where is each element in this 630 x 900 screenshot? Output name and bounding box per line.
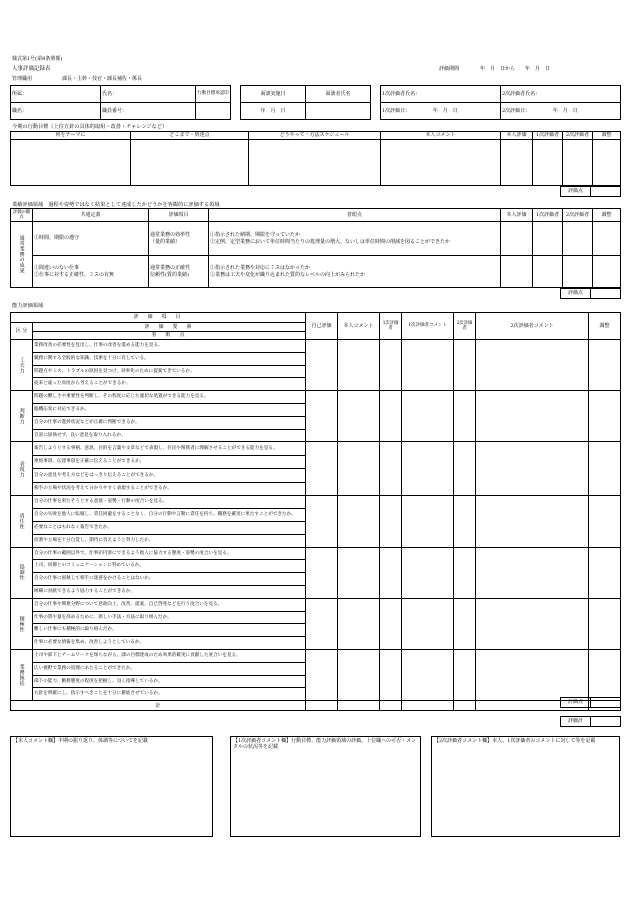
ability-adjust-field[interactable] <box>589 649 621 700</box>
perf-rater2-score[interactable] <box>563 222 593 256</box>
interview-table <box>240 85 371 120</box>
ability-focus-item: 自分の仕事に固執して相手に迷惑をかけることはないか。 <box>33 573 306 586</box>
perf-self-score[interactable] <box>501 256 533 288</box>
perf-category: 通常業務の成果 <box>11 222 33 288</box>
ability-rater1-score-field[interactable] <box>380 340 402 391</box>
perf-focus: ①指示された業務や対応にミスはなかったか ②業務は工夫や変化が織り込まれた質的なレベルの向上がみられたか <box>209 256 501 288</box>
ability-self-comment-field[interactable] <box>338 391 380 442</box>
perf-self-score[interactable] <box>501 222 533 256</box>
page-title: 人事評価記録表 <box>12 66 51 72</box>
rater-table <box>380 85 621 120</box>
perf-item: 通常業務の正確性 信頼性(質的業績) <box>149 256 209 288</box>
goal-approval-stamp: 行動目標承認印 <box>196 86 231 103</box>
employee-number-field[interactable]: 職員番号： <box>101 103 196 120</box>
perf-rater2-score[interactable] <box>563 256 593 288</box>
ability-rater2-comment-field[interactable] <box>476 391 589 442</box>
ability-focus-item: 問題点やミス、トラブルの原因を見つけ、効率化のために提案できているか。 <box>33 365 306 378</box>
ability-self-comment-field[interactable] <box>338 340 380 391</box>
ability-rater2-comment-field[interactable] <box>476 442 589 496</box>
ability-focus-item: 従来と違った角度から考えることができるか。 <box>33 378 306 391</box>
ability-self-score-field[interactable] <box>306 496 338 547</box>
ability-score-field[interactable] <box>591 698 621 708</box>
ability-row <box>11 547 621 560</box>
ability-rater2-comment-field[interactable] <box>476 598 589 649</box>
ability-focus-item: 方針を明確にし、指示すべきことを十分に徹底させているか。 <box>33 688 306 701</box>
ability-rater1-score-field[interactable] <box>380 547 402 598</box>
ability-rater1-comment-field[interactable] <box>402 496 454 547</box>
ability-rater1-score-field[interactable] <box>380 496 402 547</box>
interview-date-field[interactable]: 年 月 日 <box>241 103 306 120</box>
ability-focus-item: 臨機応変に対応できるか。 <box>33 403 306 416</box>
ability-row <box>11 391 621 404</box>
period-label: 評価期間 <box>439 66 460 72</box>
approval-stamp-box[interactable] <box>196 103 231 120</box>
ability-rater1-score-field[interactable] <box>380 649 402 700</box>
ability-rater1-comment-field[interactable] <box>402 547 454 598</box>
employee-info-table <box>10 85 231 120</box>
goals-header-theme: 何をテーマに <box>11 132 131 140</box>
goals-score-field[interactable] <box>591 187 621 197</box>
goal-self-score-field[interactable] <box>501 140 533 186</box>
ability-row <box>11 496 621 509</box>
goals-header-rater1: 1次評価者 <box>533 132 563 140</box>
ability-rater2-score-field[interactable] <box>454 340 476 391</box>
performance-score-field[interactable] <box>591 289 621 299</box>
ability-category-2: 表現力 <box>11 442 33 496</box>
ability-focus-item: 業務改善の必要性を見出し、仕事の改善を進める能力を見る。 <box>33 340 306 353</box>
ability-focus-item: 上司や部下とチームワークを保ちながら、課の目標達成のため効果的確実に貢献した度合いを見る。 <box>33 649 306 662</box>
job-field[interactable]: 職名： <box>11 103 101 120</box>
ability-rater1-score-field[interactable] <box>380 391 402 442</box>
ability-header-self: 自己評価 <box>306 313 338 340</box>
ability-self-score-field[interactable] <box>306 391 338 442</box>
ability-self-comment-field[interactable] <box>338 496 380 547</box>
ability-rater1-comment-field[interactable] <box>402 442 454 496</box>
perf-header-self: 本人評価 <box>501 209 533 222</box>
ability-rater1-score-field[interactable] <box>380 598 402 649</box>
ability-self-comment-field[interactable] <box>338 598 380 649</box>
ability-category-6: 業務統括 <box>11 649 33 700</box>
ability-rater2-score-field[interactable] <box>454 391 476 442</box>
ability-adjust-field[interactable] <box>589 340 621 391</box>
ability-category-5: 積極性 <box>11 598 33 649</box>
goal-rater1-field[interactable] <box>533 140 563 186</box>
ability-rater1-comment-field[interactable] <box>402 340 454 391</box>
ability-focus-item: 問題の難しさや重要性を判断し、その程度に応じた適切な処置ができる能力を見る。 <box>33 391 306 404</box>
ability-row <box>11 598 621 611</box>
ability-total-self-comment <box>338 701 380 711</box>
ability-total-rater2[interactable] <box>454 701 476 711</box>
perf-header-definition: 共通定義 <box>33 209 149 222</box>
total-score-label: 評価計 <box>561 717 591 727</box>
ability-score-label: 評価点 <box>561 698 591 708</box>
total-score-field[interactable] <box>591 717 621 727</box>
ability-focus-item: 自分の仕事を果たそうとする意欲・姿勢・行動の度合いを見る。 <box>33 496 306 509</box>
ability-row <box>11 340 621 353</box>
ability-rater2-score-field[interactable] <box>454 442 476 496</box>
goals-header-rater2: 2次評価者 <box>563 132 593 140</box>
perf-rater1-score[interactable] <box>533 256 563 288</box>
ability-header-rater2-comment: 2次評価者コメント <box>476 313 589 340</box>
ability-focus-item: 仕事の質や量を高めるために、新しい手法・方法に取り組んだか。 <box>33 611 306 624</box>
perf-header-item: 評価項目 <box>149 209 209 222</box>
performance-score-label: 評価点 <box>561 289 591 299</box>
rater2-date-field[interactable]: 2次評価日： 年 月 日 <box>501 103 621 120</box>
ability-focus-item: 職務に関する全般的な知識、技術を十分に有している。 <box>33 352 306 365</box>
ability-header-self-comment: 本人コメント <box>338 313 380 340</box>
ability-adjust-field[interactable] <box>589 547 621 598</box>
ability-focus-item: 役割や立場を十分自覚し、期待に答えようと努力したか。 <box>33 534 306 547</box>
ability-score-table <box>560 697 621 708</box>
ability-focus-item: 自分の仕事や関連分野について意欲向上、改善、提案、自己啓発などを行う度合いを見る。 <box>33 598 306 611</box>
ability-rater2-comment-field[interactable] <box>476 496 589 547</box>
perf-adjust[interactable] <box>593 256 621 288</box>
ability-rater2-score-field[interactable] <box>454 496 476 547</box>
perf-header-rater2: 2次評価者 <box>563 209 593 222</box>
ability-focus-item: 自分の意見や考え方などをはっきり伝えることができるか。 <box>33 469 306 483</box>
ability-self-comment-field[interactable] <box>338 649 380 700</box>
perf-item: 通常業務の効率性 （量的業績） <box>149 222 209 256</box>
goals-score-table <box>560 186 621 197</box>
goals-table <box>10 131 621 186</box>
interviewer-label: 面談者氏名 <box>306 86 371 103</box>
ability-header-element: 評 価 要 素 <box>33 323 306 332</box>
ability-focus-item: 組織に貢献できるよう協力することができるか。 <box>33 585 306 598</box>
ability-focus-item: 自分の失敗を他人に転嫁し、責任回避をすることなく、自分の行動や言動に責任を持ち、職務を確実に果たすことができたか。 <box>33 509 306 522</box>
rater1-name-field[interactable]: 1次評価者氏名： <box>381 86 501 103</box>
ability-focus-item: 自説に固執せず、良い意見を取り入れるか。 <box>33 429 306 442</box>
ability-row <box>11 442 621 456</box>
goals-score-label: 評価点 <box>561 187 591 197</box>
ability-self-score-field[interactable] <box>306 340 338 391</box>
name-field[interactable]: 氏名： <box>101 86 196 103</box>
position-options: 課長・主幹・技官・課長補佐・係長 <box>62 76 143 82</box>
ability-total-label: 計 <box>11 701 306 711</box>
ability-focus-item: 仕事に必要な情報を集め、改善しようとしているか。 <box>33 637 306 650</box>
perf-header-viewpoint: 評価の観点 <box>11 209 33 222</box>
performance-score-table <box>560 288 621 299</box>
total-score-table <box>560 716 621 727</box>
perf-header-focus: 着眼点 <box>209 209 501 222</box>
perf-header-adjust: 調整 <box>593 209 621 222</box>
ability-category-0: 工夫力 <box>11 340 33 391</box>
ability-header-item: 評 価 項 目 <box>11 313 306 323</box>
ability-rater1-score-field[interactable] <box>380 442 402 496</box>
position-label: 管理職用 <box>12 76 33 82</box>
ability-category-3: 責任性 <box>11 496 33 547</box>
ability-self-score-field[interactable] <box>306 547 338 598</box>
perf-focus: ①指示された納期、期限を守っていたか ②定例、定型業務において単位時間当たりの処理量の増大、ないしは単位時間の削減を図ることができたか <box>209 222 501 256</box>
ability-focus-item: 必要なことはもれなく報告できたか。 <box>33 521 306 534</box>
rater1-comment-box[interactable]: 【1次評価者コメント欄】行動目標、能力評価領域の評価、上位職への可否・メンタルの状況等を記載 <box>230 736 421 837</box>
ability-self-score-field[interactable] <box>306 598 338 649</box>
goals-header-self-comment: 本人コメント <box>381 132 501 140</box>
ability-header-rater1-comment: 1次評価者コメント <box>402 313 454 340</box>
goal-target-field[interactable] <box>131 140 249 186</box>
ability-focus-item: 上司、同僚とのコミュニケーションに努めているか。 <box>33 560 306 573</box>
ability-self-score-field[interactable] <box>306 649 338 700</box>
rater2-name-field[interactable]: 2次評価者氏名： <box>501 86 621 103</box>
performance-table <box>10 208 621 288</box>
ability-focus-item: 難しい仕事にも積極的に取り組んだか。 <box>33 624 306 637</box>
ability-row <box>11 649 621 662</box>
goal-adjust-field[interactable] <box>593 140 621 186</box>
period-value: 年 月 日から 年 月 日 <box>480 66 551 72</box>
ability-header-adjust: 調整 <box>589 313 621 340</box>
interviewer-field[interactable] <box>306 103 371 120</box>
ability-rater2-comment-field[interactable] <box>476 340 589 391</box>
ability-section-title: 能力評価領域 <box>12 303 44 309</box>
perf-header-rater1: 1次評価者 <box>533 209 563 222</box>
ability-adjust-field[interactable] <box>589 598 621 649</box>
ability-focus-item: 広い視野で業務の処理にあたることができたか。 <box>33 662 306 675</box>
ability-category-1: 判断力 <box>11 391 33 442</box>
goals-header-target: どこまで・到達点 <box>131 132 249 140</box>
ability-category-4: 協調性 <box>11 547 33 598</box>
self-comment-box[interactable]: 【本人コメント欄】半期の振り返り、体調等についてを記載 <box>10 736 213 837</box>
ability-rater2-comment-field[interactable] <box>476 649 589 700</box>
ability-focus-item: 報告しようとする事柄、意思、目的を言葉や文章などで表現し、住民や関係者に理解させることができる能力を見る。 <box>33 442 306 456</box>
goals-header-adjust: 調整 <box>593 132 621 140</box>
ability-rater1-comment-field[interactable] <box>402 649 454 700</box>
ability-header-category: 区 分 <box>11 323 33 340</box>
ability-adjust-field[interactable] <box>589 391 621 442</box>
ability-rater1-comment-field[interactable] <box>402 391 454 442</box>
ability-self-score-field[interactable] <box>306 442 338 496</box>
ability-rater2-score-field[interactable] <box>454 547 476 598</box>
ability-focus-item: 自分の仕事の進捗状況などが正確に判断できるか。 <box>33 416 306 429</box>
dept-field[interactable]: 所属： <box>11 86 101 103</box>
goals-header-method: どうやって・方法スケジュール <box>249 132 381 140</box>
ability-total-rater1-comment <box>402 701 454 711</box>
ability-rater2-score-field[interactable] <box>454 598 476 649</box>
ability-focus-item: 連絡事項、伝達事項を正確に伝えることができるか。 <box>33 455 306 469</box>
ability-rater2-comment-field[interactable] <box>476 547 589 598</box>
goals-section-title: 今期の行動目標（上位方針の具体的取組・改善・チャレンジなど） <box>12 124 168 130</box>
ability-header-rater2: 2次評価者 <box>454 313 476 340</box>
form-number: 様式第1号(第8条関係) <box>12 56 63 62</box>
ability-self-comment-field[interactable] <box>338 442 380 496</box>
goal-method-field[interactable] <box>249 140 381 186</box>
ability-rater1-comment-field[interactable] <box>402 598 454 649</box>
ability-adjust-field[interactable] <box>589 442 621 496</box>
perf-adjust[interactable] <box>593 222 621 256</box>
ability-focus-item: 相手の立場や状況を考えて分かりやすく表現することができるか。 <box>33 482 306 496</box>
ability-total-rater1[interactable] <box>380 701 402 711</box>
ability-header-focus: 着 眼 点 <box>33 332 306 340</box>
ability-focus-item: 自分の仕事の範囲以外で、仕事が円滑にできるよう他人に協力する態度・姿勢の度合いを見る。 <box>33 547 306 560</box>
goals-header-self-score: 本人評価 <box>501 132 533 140</box>
ability-focus-item: 部下の能力、勤務態度の程度を把握し、良く指導しているか。 <box>33 675 306 688</box>
goal-theme-field[interactable] <box>11 140 131 186</box>
goal-self-comment-field[interactable] <box>381 140 501 186</box>
ability-self-comment-field[interactable] <box>338 547 380 598</box>
performance-section-title: 業績評価領域 過程や姿勢ではなく結果として達成したかどうかを客観的に評価する領域 <box>12 202 220 208</box>
interview-date-label: 面談実施日 <box>241 86 306 103</box>
goal-rater2-field[interactable] <box>563 140 593 186</box>
perf-rater1-score[interactable] <box>533 222 563 256</box>
rater1-date-field[interactable]: 1次評価日： 年 月 日 <box>381 103 501 120</box>
ability-table <box>10 312 621 711</box>
rater2-comment-box[interactable]: 【2次評価者コメント欄】本人、1次評価者のコメントに対して等を記載 <box>431 736 620 837</box>
perf-definition: ①間違いのない仕事 ②仕事に対する正確性、ミスの有無 <box>33 256 149 288</box>
ability-header-rater1: 1次評価者 <box>380 313 402 340</box>
ability-total-self[interactable] <box>306 701 338 711</box>
ability-adjust-field[interactable] <box>589 496 621 547</box>
perf-definition: ①時間、期限の遵守 <box>33 222 149 256</box>
ability-rater2-score-field[interactable] <box>454 649 476 700</box>
